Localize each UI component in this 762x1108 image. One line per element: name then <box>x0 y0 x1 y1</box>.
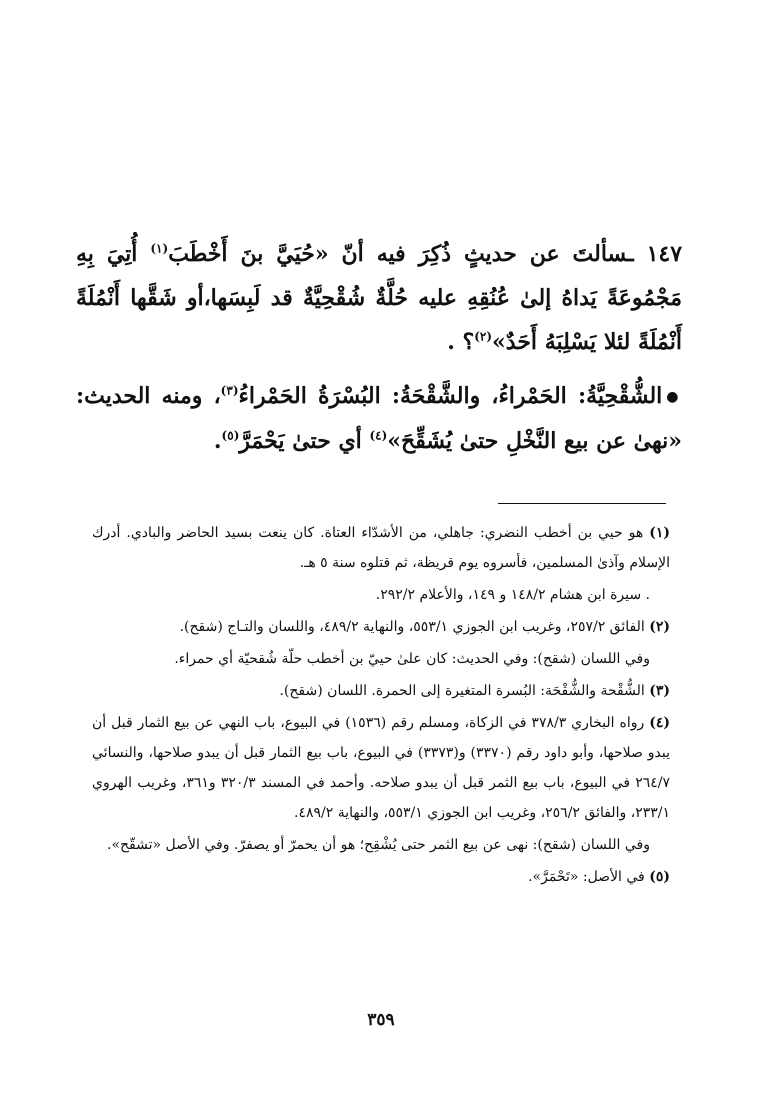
answer-text: : الحَمْراءُ، والشَّقْحَةُ: البُسْرَةُ الحَمْراءُ <box>238 383 587 409</box>
footnote-ref-2: (٢) <box>474 329 493 344</box>
page-number: ٣٥٩ <box>367 1010 395 1030</box>
footnote-text: الفائق ٢٥٧/٢، وغريب ابن الجوزي ٥٥٣/١، والنهاية ٤٨٩/٢، واللسان والتـاج (شقح). <box>179 619 645 635</box>
footnote-text: الشُّقْحة والشُّقْحَة: البُسرة المتغيرة إلى الحمرة. اللسان (شقح). <box>279 683 645 699</box>
footnote-4-note <box>92 830 670 860</box>
footnote-ref-1: (١) <box>150 241 169 256</box>
footnote-number: (٢) <box>649 619 670 635</box>
entry-question <box>76 232 682 364</box>
footnote-text: هو حيي بن أخطب النضري: جاهلي، من الأشدّاء العتاة. كان ينعت بسيد الحاضر والبادي. أدرك الإسلام وآذىٰ المسلمين، فأسروه يوم قريظة، ثم قتلوه سنة ٥ هـ. <box>92 525 670 571</box>
footnote-text: وفي اللسان (شقح): وفي الحديث: كان علىٰ حييّ بن أخطب حلّة شُقحيّة أي حمراء. <box>174 651 650 667</box>
answer-final: . <box>213 428 222 454</box>
footnote-4 <box>92 708 670 828</box>
footnote-number: (٤) <box>649 715 670 731</box>
footnote-number: (٥) <box>649 869 670 885</box>
footnote-text: وفي اللسان (شقح): نهى عن بيع الثمر حتى يُشْقِح؛ هو أن يحمرّ أو يصفرّ. وفي الأصل «تشقّح». <box>107 837 650 853</box>
main-text <box>76 232 682 473</box>
question-text: سألتَ عن حديثٍ ذُكِرَ فيه أنّ «حُيَيَّ بنَ أَخْطَبَ <box>168 241 628 267</box>
footnote-ref-3: (٣) <box>220 383 239 398</box>
footnotes <box>92 518 670 894</box>
answer-text-cont: ، ومنه الحديث: «نهىٰ عن بيع النَّخْلِ حتىٰ يُشَقِّحَ» <box>76 383 682 454</box>
footnote-3 <box>92 676 670 706</box>
question-end: ؟ . <box>447 329 475 355</box>
footnote-1 <box>92 518 670 578</box>
footnote-5 <box>92 862 670 892</box>
footnote-ref-4: (٤) <box>369 428 388 443</box>
answer-text-end: أي حتىٰ يَحْمَرَّ <box>239 428 370 454</box>
footnote-1-source <box>92 580 670 610</box>
bullet-icon: ● <box>666 389 683 405</box>
entry-answer <box>76 374 682 463</box>
footnote-divider <box>498 503 666 504</box>
footnote-number: (١) <box>649 525 670 541</box>
footnote-number: (٣) <box>649 683 670 699</box>
footnote-text: . سيرة ابن هشام ١٤٨/٢ و ١٤٩، والأعلام ٢٩٢/٢. <box>375 587 650 603</box>
footnote-2-note <box>92 644 670 674</box>
footnote-2 <box>92 612 670 642</box>
footnote-text: رواه البخاري ٣٧٨/٣ في الزكاة، ومسلم رقم (١٥٣٦) في البيوع، باب النهي عن بيع الثمار قبل أن يبدو صلاحها، وأبو داود رقم (٣٣٧٠) و(٣٣٧٣) في البيوع، باب بيع الثمار قبل أن يبدو صلاحها، والنسائي ٢٦٤/٧ في البيوع، باب بيع الثمر قبل أن يبدو صلاحه. وأحمد في المسند ٣٢٠/٣ و٣٦١، وغريب الهروي ٢٣٣/١، والفائق ٢٥٦/٢، وغريب ابن الجوزي ٥٥٣/١، والنهاية ٤٨٩/٢. <box>92 715 670 821</box>
footnote-ref-5: (٥) <box>221 428 240 443</box>
footnote-text: في الأصل: «تَحْمَرَّ». <box>528 869 645 885</box>
entry-number: ١٤٧ ـ <box>627 241 683 267</box>
question-text-cont: أُتِيَ بِهِ مَجْمُوعَةً يَداهُ إلىٰ عُنُقِهِ عليه حُلَّةٌ شُقْحِيَّةٌ قد لَبِسَها،أو شَقَّها أَنْمُلَةً أَنْمُلَةً لئلا يَسْلِبَهُ أَحَدٌ» <box>76 241 682 355</box>
answer-head: الشُّقْحِيَّةُ <box>586 383 663 409</box>
